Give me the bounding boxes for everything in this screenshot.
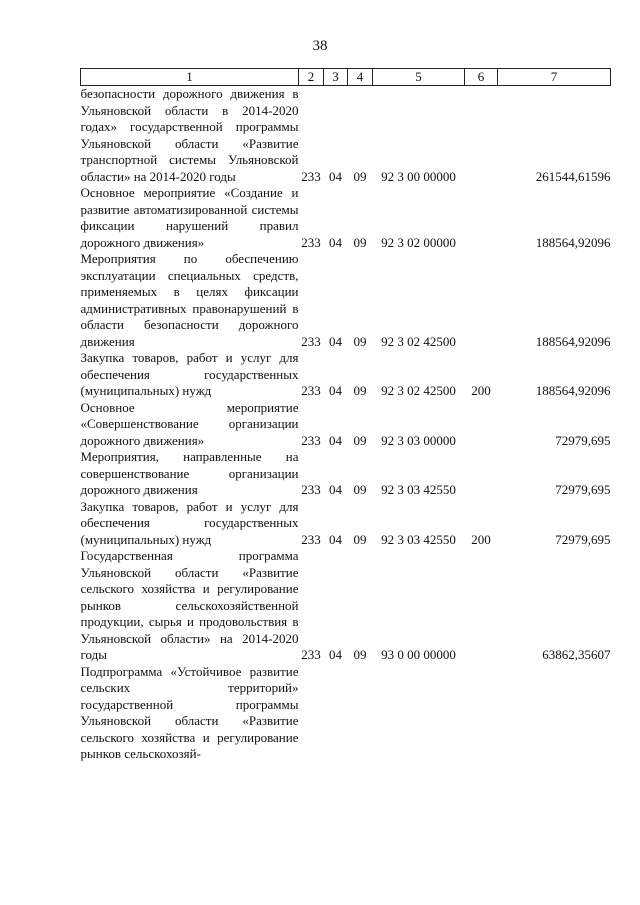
- row-amount: 188564,92096: [535, 234, 611, 250]
- row-code-grbs: 233: [301, 234, 321, 250]
- row-code-grbs: 233: [301, 531, 321, 547]
- row-subsection: 09: [353, 168, 367, 184]
- row-name: безопасности дорожного движения в Ульяновской области в 2014-2020 годах» государственной программы Ульяновской области «Развитие транспортной системы Ульяновской области» на 2014-2020 годы: [80, 86, 299, 184]
- row-amount: 188564,92096: [535, 333, 611, 349]
- header-col-7: 7: [498, 69, 611, 86]
- row-expense-type: 200: [471, 383, 491, 398]
- row-section: [324, 664, 348, 763]
- header-col-3: 3: [324, 69, 348, 86]
- table-row: [81, 86, 611, 186]
- row-name: Государственная программа Ульяновской области «Развитие сельского хозяйства и регулирование рынков сельскохозяйственной продукции, сырья и продовольствия в Ульяновской области» на 2014-2020 годы: [80, 548, 299, 662]
- row-amount: 261544,61596: [535, 168, 611, 184]
- row-code-grbs: 233: [301, 383, 321, 398]
- budget-table: [80, 68, 611, 763]
- table-row: [81, 664, 611, 763]
- row-name: Закупка товаров, работ и услуг для обеспечения государственных (муниципальных) нужд: [80, 498, 299, 547]
- row-section: 04: [329, 482, 342, 497]
- row-target-item: [373, 664, 465, 763]
- header-col-4: 4: [348, 69, 373, 86]
- table-header-row: [81, 69, 611, 86]
- row-target-item: 92 3 03 42550: [381, 531, 456, 547]
- row-target-item: 92 3 00 00000: [381, 168, 456, 184]
- row-name: Основное мероприятие «Создание и развитие автоматизированной системы фиксации нарушений правил дорожного движения»: [80, 185, 299, 250]
- row-amount: 72979,695: [555, 432, 611, 448]
- row-expense-type: [465, 251, 498, 350]
- row-target-item: 92 3 03 00000: [381, 432, 456, 448]
- header-col-2: 2: [299, 69, 324, 86]
- row-name: Основное мероприятие «Совершенствование организации дорожного движения»: [80, 399, 299, 448]
- row-code-grbs: 233: [301, 333, 321, 349]
- row-expense-type: [465, 664, 498, 763]
- row-section: 04: [329, 333, 342, 349]
- row-subsection: 09: [353, 482, 367, 497]
- header-col-1: 1: [81, 69, 299, 86]
- row-name: Мероприятия по обеспечению эксплуатации специальных средств, применяемых в целях фиксации административных правонарушений в области безопасности дорожного движения: [80, 251, 299, 349]
- page-number: 38: [312, 38, 328, 54]
- row-subsection: 09: [353, 383, 367, 398]
- table-row: [81, 185, 611, 251]
- row-subsection: [348, 664, 373, 763]
- row-section: 04: [329, 234, 342, 250]
- row-subsection: 09: [353, 333, 367, 349]
- row-code-grbs: 233: [301, 168, 321, 184]
- row-subsection: 09: [353, 432, 367, 448]
- row-amount: [498, 664, 611, 763]
- row-target-item: 93 0 00 00000: [381, 647, 456, 662]
- row-section: 04: [329, 647, 342, 662]
- row-subsection: 09: [353, 234, 367, 250]
- row-section: 04: [329, 383, 342, 398]
- row-code-grbs: 233: [301, 482, 321, 497]
- row-target-item: 92 3 02 00000: [381, 234, 456, 250]
- row-name: Мероприятия, направленные на совершенствование организации дорожного движения: [80, 449, 299, 497]
- row-section: 04: [329, 432, 342, 448]
- table-row: [81, 499, 611, 549]
- table-row: [81, 400, 611, 450]
- row-subsection: 09: [353, 647, 367, 662]
- row-expense-type: [465, 449, 498, 499]
- row-target-item: 92 3 03 42550: [381, 482, 456, 497]
- table-row: [81, 449, 611, 499]
- row-code-grbs: 233: [301, 647, 321, 662]
- row-name: Закупка товаров, работ и услуг для обеспечения государственных (муниципальных) нужд: [80, 350, 299, 398]
- table-row: [81, 251, 611, 350]
- row-expense-type: [465, 400, 498, 450]
- row-amount: 72979,695: [555, 482, 611, 497]
- row-amount: 188564,92096: [535, 383, 611, 398]
- row-name: Подпрограмма «Устойчивое развитие сельских территорий» государственной программы Ульяновской области «Развитие сельского хозяйства и регулирование рынков сельскохозяй-: [80, 663, 299, 761]
- table-row: [81, 548, 611, 664]
- row-target-item: 92 3 02 42500: [381, 383, 456, 398]
- row-code-grbs: [299, 664, 324, 763]
- header-col-6: 6: [465, 69, 498, 86]
- row-expense-type: [465, 185, 498, 251]
- row-expense-type: 200: [471, 531, 491, 547]
- header-col-5: 5: [373, 69, 465, 86]
- row-subsection: 09: [353, 531, 367, 547]
- row-expense-type: [465, 86, 498, 186]
- row-amount: 63862,35607: [542, 647, 611, 662]
- row-section: 04: [329, 168, 342, 184]
- table-row: [81, 350, 611, 400]
- row-expense-type: [465, 548, 498, 664]
- row-code-grbs: 233: [301, 432, 321, 448]
- row-section: 04: [329, 531, 342, 547]
- row-target-item: 92 3 02 42500: [381, 333, 456, 349]
- row-amount: 72979,695: [555, 531, 611, 547]
